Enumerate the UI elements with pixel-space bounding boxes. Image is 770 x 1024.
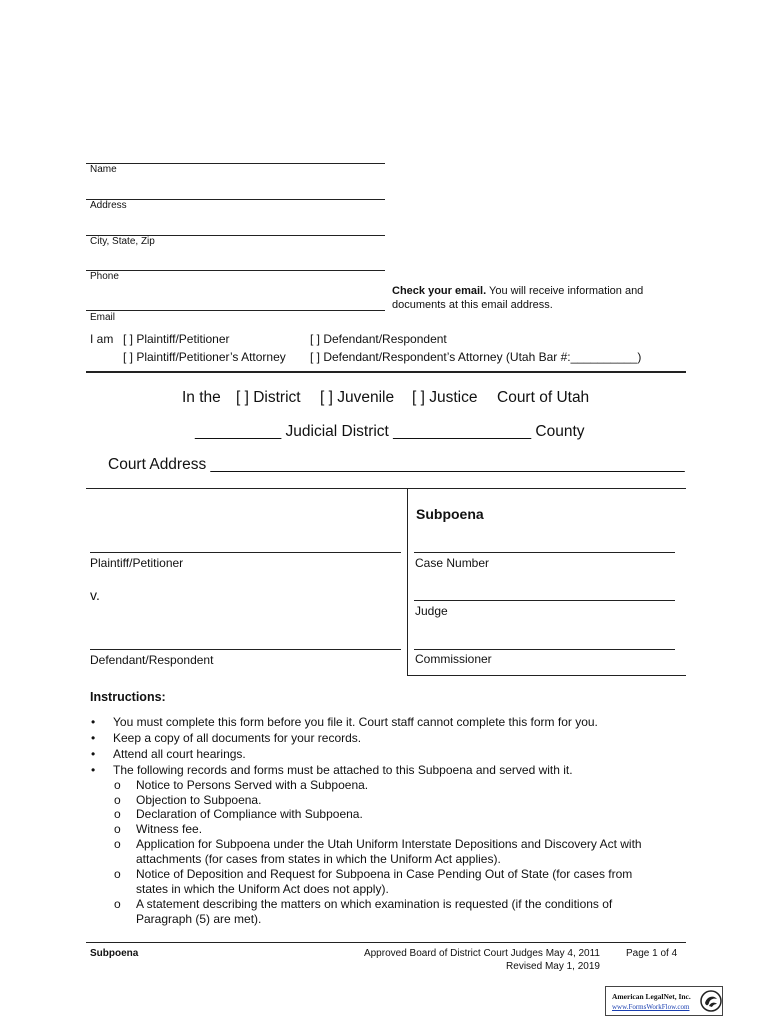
phone-line[interactable] bbox=[86, 270, 385, 271]
phone-label: Phone bbox=[90, 271, 119, 282]
instruction-subitem: states in which the Uniform Act does not apply). bbox=[136, 882, 389, 896]
instruction-subitem: Declaration of Compliance with Subpoena. bbox=[136, 807, 363, 821]
i-am-label: I am bbox=[90, 332, 114, 346]
caption-title: Subpoena bbox=[416, 506, 484, 522]
commissioner-label: Commissioner bbox=[415, 652, 492, 666]
publisher-logo-icon bbox=[700, 990, 722, 1012]
instruction-subitem: A statement describing the matters on which examination is requested (if the conditions of bbox=[136, 897, 613, 911]
judge-line[interactable] bbox=[414, 600, 675, 601]
sub-glyph: o bbox=[114, 793, 121, 807]
publisher-badge[interactable] bbox=[605, 986, 723, 1016]
footer-form-name: Subpoena bbox=[90, 948, 139, 959]
sub-glyph: o bbox=[114, 897, 121, 911]
bullet-glyph: • bbox=[91, 715, 96, 729]
address-line[interactable] bbox=[86, 199, 385, 200]
court-of-utah: Court of Utah bbox=[497, 389, 590, 406]
instruction-item: You must complete this form before you file it. Court staff cannot complete this form for you. bbox=[113, 715, 598, 729]
instruction-subitem: attachments (for cases from states in which the Uniform Act applies). bbox=[136, 852, 501, 866]
caption-divider bbox=[407, 488, 408, 675]
sub-glyph: o bbox=[114, 822, 121, 836]
instruction-item: Keep a copy of all documents for your records. bbox=[113, 731, 362, 745]
bullet-glyph: • bbox=[91, 731, 96, 745]
caption-top-border bbox=[86, 488, 686, 489]
commissioner-line[interactable] bbox=[414, 649, 675, 650]
court-justice-option[interactable]: [ ] Justice bbox=[412, 389, 478, 406]
sub-glyph: o bbox=[114, 837, 121, 851]
instruction-subitem: Application for Subpoena under the Utah Uniform Interstate Depositions and Discovery Act with bbox=[136, 837, 642, 851]
plaintiff-label: Plaintiff/Petitioner bbox=[90, 556, 184, 570]
footer-page-number: Page 1 of 4 bbox=[626, 948, 678, 959]
instruction-subitem: Paragraph (5) are met). bbox=[136, 912, 262, 926]
email-note-bold: Check your email. bbox=[392, 285, 487, 297]
footer-approved: Approved Board of District Court Judges May 4, 2011 bbox=[363, 948, 600, 959]
email-line[interactable] bbox=[86, 310, 385, 311]
defendant-line[interactable] bbox=[90, 649, 401, 650]
defendant-label: Defendant/Respondent bbox=[90, 653, 214, 667]
footer-rule bbox=[86, 942, 686, 943]
role-plaintiff[interactable]: [ ] Plaintiff/Petitioner bbox=[123, 332, 230, 346]
instruction-item: The following records and forms must be attached to this Subpoena and served with it. bbox=[113, 763, 573, 777]
name-label: Name bbox=[90, 164, 117, 175]
role-defendant[interactable]: [ ] Defendant/Respondent bbox=[310, 332, 447, 346]
court-juvenile-option[interactable]: [ ] Juvenile bbox=[320, 389, 395, 406]
bullet-glyph: • bbox=[91, 747, 96, 761]
footer-revised: Revised May 1, 2019 bbox=[506, 961, 600, 972]
court-address-line[interactable]: Court Address _______________________________________________________ bbox=[108, 456, 685, 473]
judge-label: Judge bbox=[415, 604, 448, 618]
role-plaintiff-attorney[interactable]: [ ] Plaintiff/Petitioner’s Attorney bbox=[123, 350, 286, 364]
city-label: City, State, Zip bbox=[90, 236, 155, 247]
email-note-line1: You will receive information and bbox=[486, 285, 644, 297]
publisher-website[interactable]: www.FormsWorkFlow.com bbox=[612, 1003, 690, 1011]
instruction-subitem: Objection to Subpoena. bbox=[136, 793, 262, 807]
email-note-line2: documents at this email address. bbox=[392, 299, 553, 311]
caption-bottom-border bbox=[407, 675, 686, 676]
plaintiff-line[interactable] bbox=[90, 552, 401, 553]
sub-glyph: o bbox=[114, 778, 121, 792]
name-line[interactable] bbox=[86, 163, 385, 164]
role-defendant-attorney[interactable]: [ ] Defendant/Respondent’s Attorney (Utah Bar #:__________) bbox=[310, 350, 642, 364]
versus-label: v. bbox=[90, 587, 100, 603]
instruction-subitem: Witness fee. bbox=[136, 822, 203, 836]
court-district-option[interactable]: [ ] District bbox=[236, 389, 301, 406]
email-label: Email bbox=[90, 312, 116, 323]
sub-glyph: o bbox=[114, 807, 121, 821]
court-in-the: In the bbox=[182, 389, 221, 406]
instructions-heading: Instructions: bbox=[90, 690, 166, 704]
address-label: Address bbox=[90, 200, 127, 211]
instruction-item: Attend all court hearings. bbox=[113, 747, 246, 761]
instruction-subitem: Notice to Persons Served with a Subpoena. bbox=[136, 778, 369, 792]
bullet-glyph: • bbox=[91, 763, 96, 777]
role-divider bbox=[86, 371, 686, 373]
case-number-label: Case Number bbox=[415, 556, 490, 570]
publisher-name: American LegalNet, Inc. bbox=[612, 992, 691, 1001]
instruction-subitem: Notice of Deposition and Request for Subpoena in Case Pending Out of State (for cases from bbox=[136, 867, 633, 881]
judicial-district-line[interactable]: __________ Judicial District ________________ County bbox=[195, 423, 585, 440]
email-note bbox=[392, 284, 682, 312]
sub-glyph: o bbox=[114, 867, 121, 881]
case-number-line[interactable] bbox=[414, 552, 675, 553]
